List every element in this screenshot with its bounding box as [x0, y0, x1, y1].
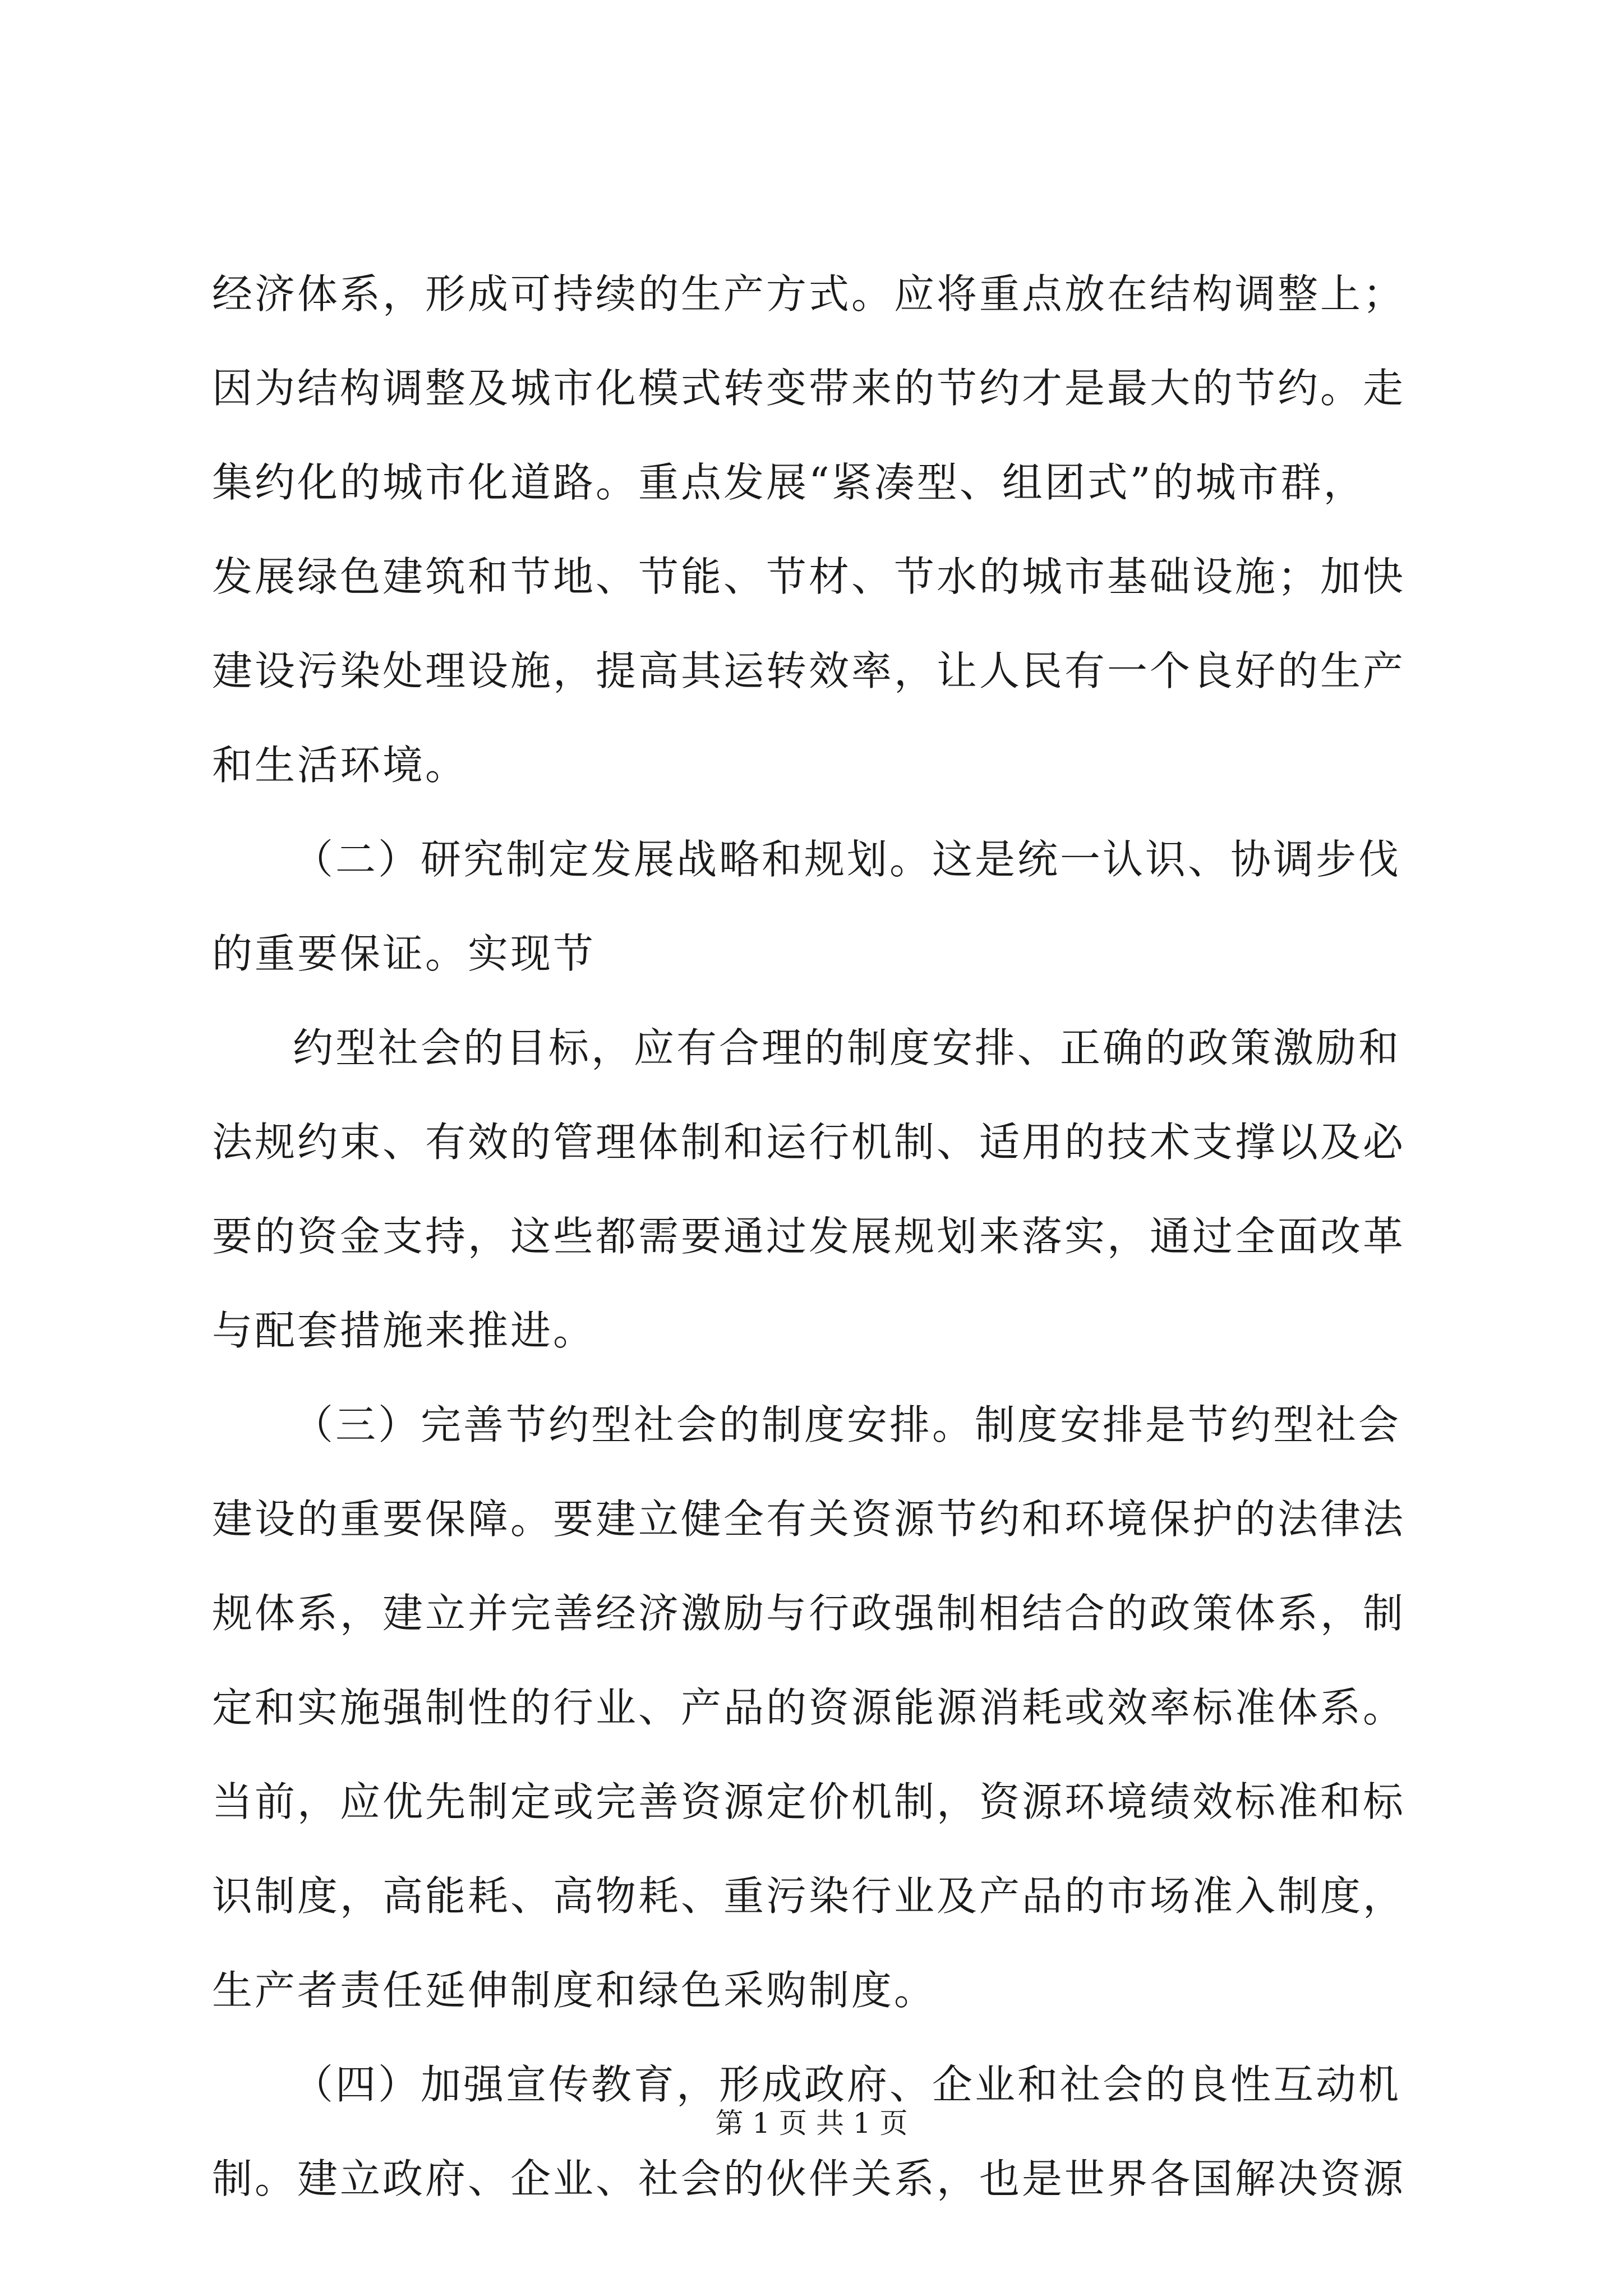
body-line: 识制度，高能耗、高物耗、重污染行业及产品的市场准入制度， [212, 1872, 1406, 1920]
body-line: 当前，应优先制定或完善资源定价机制，资源环境绩效标准和标 [212, 1778, 1406, 1825]
body-line: 约型社会的目标，应有合理的制度安排、正确的政策激励和 [293, 1024, 1401, 1071]
body-line: 法规约束、有效的管理体制和运行机制、适用的技术支撑以及必 [212, 1119, 1406, 1166]
page-footer: 第 1 页 共 1 页 [715, 2107, 908, 2139]
body-line: 与配套措施来推进。 [212, 1307, 596, 1354]
body-line: 要的资金支持，这些都需要通过发展规划来落实，通过全面改革 [212, 1213, 1406, 1260]
section-heading-line: （二）研究制定发展战略和规划。这是统一认识、协调步伐 [293, 836, 1401, 883]
body-line: 生产者责任延伸制度和绿色采购制度。 [212, 1967, 937, 2014]
document-body [212, 247, 1423, 2226]
body-line: 建设的重要保障。要建立健全有关资源节约和环境保护的法律法 [212, 1496, 1406, 1543]
body-line: 集约化的城市化道路。重点发展“紧凑型、组团式”的城市群， [212, 459, 1366, 506]
body-line: 制。建立政府、企业、社会的伙伴关系，也是世界各国解决资源 [212, 2155, 1406, 2202]
body-line: 因为结构调整及城市化模式转变带来的节约才是最大的节约。走 [212, 365, 1406, 412]
body-line: 规体系，建立并完善经济激励与行政强制相结合的政策体系，制 [212, 1590, 1406, 1637]
body-line: 建设污染处理设施，提高其运转效率，让人民有一个良好的生产 [212, 647, 1406, 694]
body-line: 的重要保证。实现节 [212, 930, 596, 977]
section-heading-line: （四）加强宣传教育，形成政府、企业和社会的良性互动机 [293, 2061, 1401, 2108]
body-line: 经济体系，形成可持续的生产方式。应将重点放在结构调整上； [212, 270, 1406, 318]
body-line: 和生活环境。 [212, 742, 468, 789]
body-line: 定和实施强制性的行业、产品的资源能源消耗或效率标准体系。 [212, 1684, 1406, 1731]
body-line: 发展绿色建筑和节地、节能、节材、节水的城市基础设施；加快 [212, 553, 1406, 600]
section-heading-line: （三）完善节约型社会的制度安排。制度安排是节约型社会 [293, 1401, 1401, 1448]
